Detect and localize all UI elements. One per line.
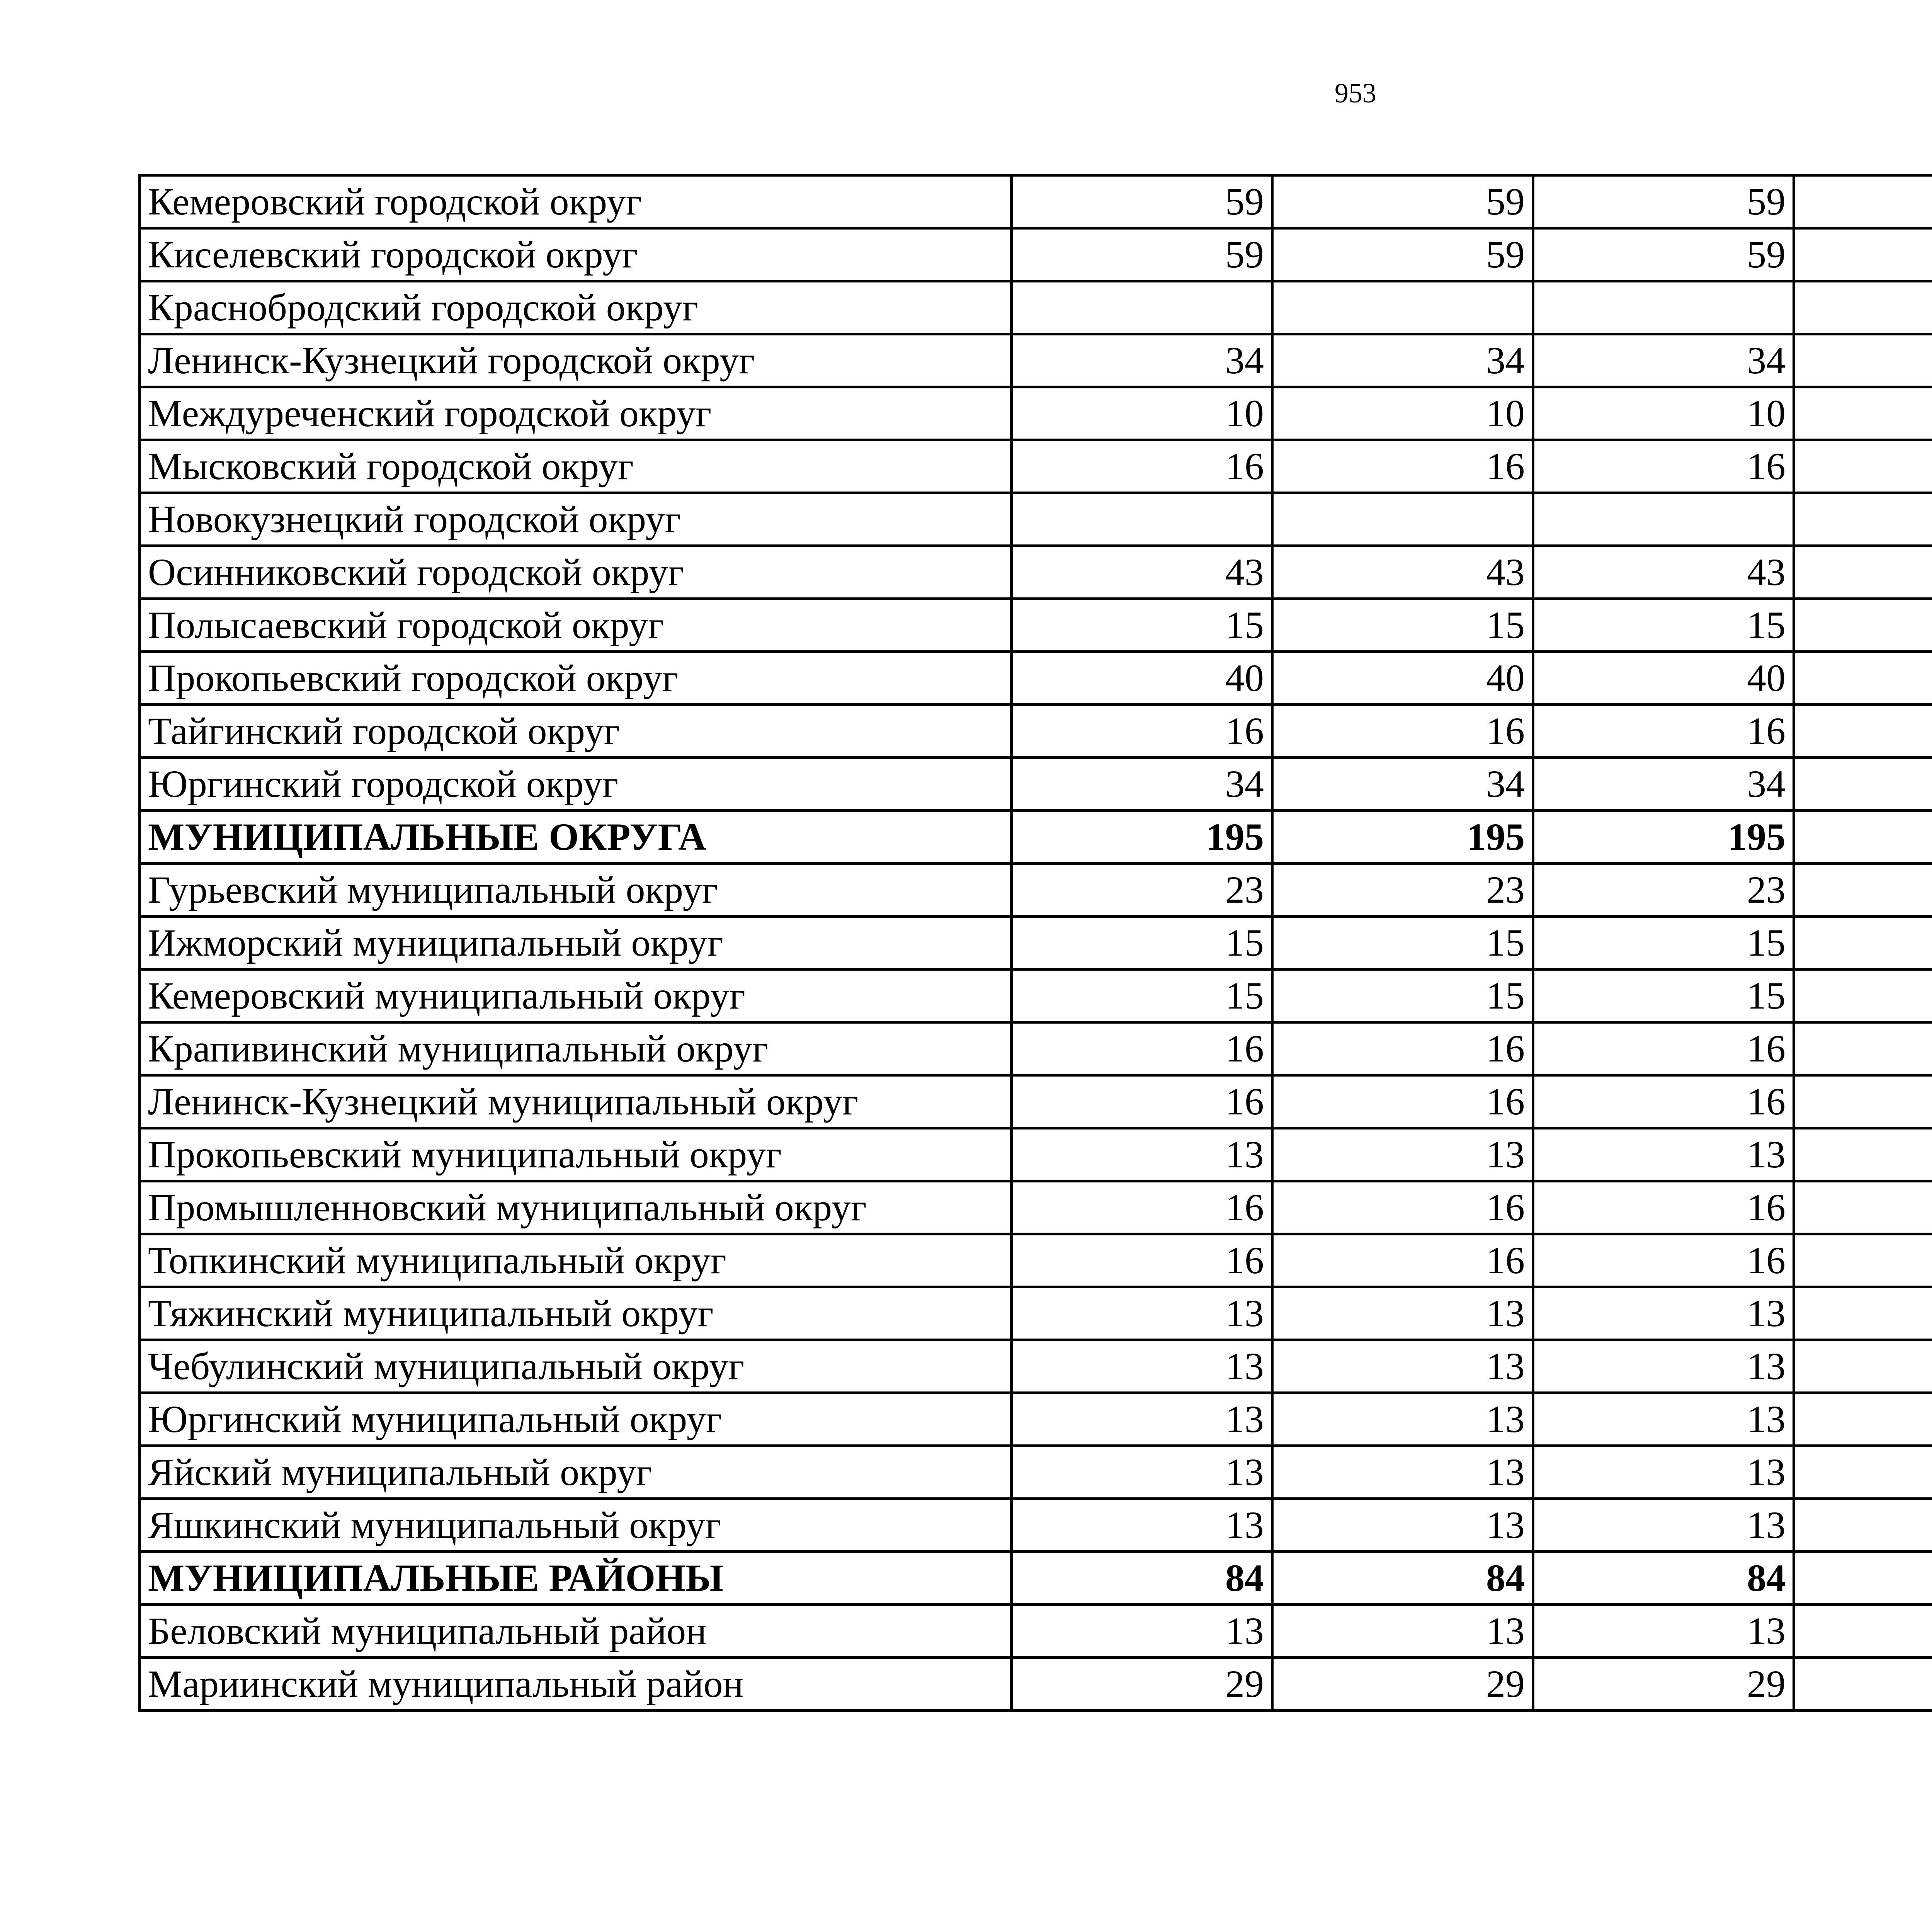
value-cell-col2: 15 (1272, 599, 1533, 652)
value-cell-col3: 13 (1533, 1393, 1794, 1446)
value-cell-col1: 13 (1012, 1340, 1272, 1393)
value-cell-col1: 13 (1012, 1605, 1272, 1658)
row-name-cell: Кемеровский городской округ (140, 175, 1012, 228)
value-cell-col4 (1794, 1499, 1932, 1552)
row-name-cell: Яйский муниципальный округ (140, 1446, 1012, 1499)
value-cell-col4 (1794, 1393, 1932, 1446)
data-table (138, 174, 1932, 1712)
value-cell-col1: 10 (1012, 387, 1272, 440)
row-name-cell: Ленинск-Кузнецкий муниципальный округ (140, 1075, 1012, 1128)
value-cell-col1: 84 (1012, 1552, 1272, 1605)
value-cell-col1: 13 (1012, 1287, 1272, 1340)
value-cell-col3: 15 (1533, 599, 1794, 652)
value-cell-col2: 16 (1272, 1234, 1533, 1287)
value-cell-col1: 13 (1012, 1499, 1272, 1552)
value-cell-col1: 16 (1012, 1181, 1272, 1234)
value-cell-col4 (1794, 1658, 1932, 1711)
value-cell-col4 (1794, 917, 1932, 970)
row-name-cell: Краснобродский городской округ (140, 281, 1012, 334)
value-cell-col4 (1794, 1340, 1932, 1393)
value-cell-col2: 40 (1272, 652, 1533, 705)
value-cell-col2: 43 (1272, 546, 1533, 599)
value-cell-col3: 59 (1533, 228, 1794, 281)
value-cell-col4 (1794, 1075, 1932, 1128)
value-cell-col1: 13 (1012, 1393, 1272, 1446)
row-name-cell: Киселевский городской округ (140, 228, 1012, 281)
row-name-cell: Прокопьевский муниципальный округ (140, 1128, 1012, 1181)
table-row (140, 652, 1932, 705)
row-name-cell: Кемеровский муниципальный округ (140, 970, 1012, 1022)
value-cell-col1: 15 (1012, 970, 1272, 1022)
value-cell-col4 (1794, 864, 1932, 917)
table-row (140, 281, 1932, 334)
value-cell-col2: 16 (1272, 1181, 1533, 1234)
row-name-cell: Яшкинский муниципальный округ (140, 1499, 1012, 1552)
value-cell-col2: 16 (1272, 440, 1533, 493)
table-row (140, 1128, 1932, 1181)
row-name-cell: Ижморский муниципальный округ (140, 917, 1012, 970)
value-cell-col2: 16 (1272, 705, 1533, 758)
value-cell-col1: 34 (1012, 758, 1272, 811)
value-cell-col1: 29 (1012, 1658, 1272, 1711)
value-cell-col1: 16 (1012, 1022, 1272, 1075)
table-row (140, 864, 1932, 917)
value-cell-col3: 13 (1533, 1128, 1794, 1181)
value-cell-col2: 15 (1272, 917, 1533, 970)
row-name-cell: Тяжинский муниципальный округ (140, 1287, 1012, 1340)
value-cell-col3: 40 (1533, 652, 1794, 705)
value-cell-col2: 13 (1272, 1128, 1533, 1181)
table-row (140, 493, 1932, 546)
value-cell-col2 (1272, 281, 1533, 334)
value-cell-col3: 16 (1533, 1181, 1794, 1234)
value-cell-col1: 13 (1012, 1128, 1272, 1181)
row-name-cell: Полысаевский городской округ (140, 599, 1012, 652)
value-cell-col1: 23 (1012, 864, 1272, 917)
value-cell-col3: 23 (1533, 864, 1794, 917)
value-cell-col3: 29 (1533, 1658, 1794, 1711)
value-cell-col1: 16 (1012, 440, 1272, 493)
value-cell-col1: 15 (1012, 599, 1272, 652)
table-row (140, 1658, 1932, 1711)
table-row (140, 387, 1932, 440)
value-cell-col4 (1794, 758, 1932, 811)
value-cell-col4 (1794, 599, 1932, 652)
table-row (140, 440, 1932, 493)
value-cell-col4 (1794, 281, 1932, 334)
row-name-cell: Мысковский городской округ (140, 440, 1012, 493)
table-row (140, 1446, 1932, 1499)
table-row (140, 1340, 1932, 1393)
value-cell-col2: 10 (1272, 387, 1533, 440)
value-cell-col2: 59 (1272, 175, 1533, 228)
value-cell-col1: 16 (1012, 1234, 1272, 1287)
value-cell-col2: 13 (1272, 1446, 1533, 1499)
table-row (140, 175, 1932, 228)
row-name-cell: Новокузнецкий городской округ (140, 493, 1012, 546)
value-cell-col3: 13 (1533, 1499, 1794, 1552)
value-cell-col1: 43 (1012, 546, 1272, 599)
row-name-cell: Тайгинский городской округ (140, 705, 1012, 758)
value-cell-col1: 15 (1012, 917, 1272, 970)
value-cell-col3: 16 (1533, 1075, 1794, 1128)
value-cell-col4 (1794, 493, 1932, 546)
table-row (140, 1393, 1932, 1446)
row-name-cell: Ленинск-Кузнецкий городской округ (140, 334, 1012, 387)
value-cell-col2: 15 (1272, 970, 1533, 1022)
row-name-cell: Междуреченский городской округ (140, 387, 1012, 440)
table-row (140, 1234, 1932, 1287)
value-cell-col2: 59 (1272, 228, 1533, 281)
value-cell-col2: 23 (1272, 864, 1533, 917)
row-name-cell: Топкинский муниципальный округ (140, 1234, 1012, 1287)
section-total-row (140, 1552, 1932, 1605)
value-cell-col2: 13 (1272, 1340, 1533, 1393)
value-cell-col2: 195 (1272, 811, 1533, 864)
table-row (140, 1022, 1932, 1075)
row-name-cell: МУНИЦИПАЛЬНЫЕ ОКРУГА (140, 811, 1012, 864)
table-row (140, 1287, 1932, 1340)
value-cell-col4 (1794, 175, 1932, 228)
row-name-cell: МУНИЦИПАЛЬНЫЕ РАЙОНЫ (140, 1552, 1012, 1605)
table-row (140, 334, 1932, 387)
value-cell-col4 (1794, 652, 1932, 705)
value-cell-col2: 13 (1272, 1287, 1533, 1340)
table-row (140, 599, 1932, 652)
table-row (140, 228, 1932, 281)
value-cell-col4 (1794, 1605, 1932, 1658)
row-name-cell: Юргинский городской округ (140, 758, 1012, 811)
page-number: 953 (1335, 78, 1376, 109)
value-cell-col3: 15 (1533, 970, 1794, 1022)
table-row (140, 1499, 1932, 1552)
value-cell-col3 (1533, 281, 1794, 334)
value-cell-col3: 15 (1533, 917, 1794, 970)
value-cell-col4 (1794, 546, 1932, 599)
value-cell-col3: 59 (1533, 175, 1794, 228)
row-name-cell: Юргинский муниципальный округ (140, 1393, 1012, 1446)
value-cell-col1: 34 (1012, 334, 1272, 387)
value-cell-col2: 34 (1272, 758, 1533, 811)
value-cell-col2: 34 (1272, 334, 1533, 387)
table-body (140, 175, 1932, 1711)
value-cell-col1: 40 (1012, 652, 1272, 705)
value-cell-col4 (1794, 811, 1932, 864)
value-cell-col3 (1533, 493, 1794, 546)
row-name-cell: Гурьевский муниципальный округ (140, 864, 1012, 917)
value-cell-col1: 16 (1012, 705, 1272, 758)
row-name-cell: Промышленновский муниципальный округ (140, 1181, 1012, 1234)
value-cell-col4 (1794, 1181, 1932, 1234)
value-cell-col2: 13 (1272, 1393, 1533, 1446)
value-cell-col3: 13 (1533, 1605, 1794, 1658)
value-cell-col3: 13 (1533, 1340, 1794, 1393)
value-cell-col3: 43 (1533, 546, 1794, 599)
value-cell-col2: 13 (1272, 1499, 1533, 1552)
value-cell-col4 (1794, 1022, 1932, 1075)
value-cell-col3: 195 (1533, 811, 1794, 864)
value-cell-col3: 16 (1533, 1234, 1794, 1287)
value-cell-col2: 29 (1272, 1658, 1533, 1711)
value-cell-col3: 84 (1533, 1552, 1794, 1605)
row-name-cell: Беловский муниципальный район (140, 1605, 1012, 1658)
row-name-cell: Чебулинский муниципальный округ (140, 1340, 1012, 1393)
value-cell-col2: 13 (1272, 1605, 1533, 1658)
value-cell-col2: 16 (1272, 1022, 1533, 1075)
value-cell-col4 (1794, 1552, 1932, 1605)
section-total-row (140, 811, 1932, 864)
value-cell-col2: 84 (1272, 1552, 1533, 1605)
value-cell-col3: 16 (1533, 1022, 1794, 1075)
value-cell-col1: 13 (1012, 1446, 1272, 1499)
value-cell-col4 (1794, 387, 1932, 440)
value-cell-col3: 16 (1533, 705, 1794, 758)
value-cell-col3: 10 (1533, 387, 1794, 440)
value-cell-col3: 13 (1533, 1446, 1794, 1499)
table-row (140, 970, 1932, 1022)
value-cell-col3: 13 (1533, 1287, 1794, 1340)
table-row (140, 1075, 1932, 1128)
value-cell-col1: 195 (1012, 811, 1272, 864)
value-cell-col3: 34 (1533, 758, 1794, 811)
value-cell-col1: 59 (1012, 175, 1272, 228)
value-cell-col1 (1012, 281, 1272, 334)
value-cell-col4 (1794, 970, 1932, 1022)
row-name-cell: Крапивинский муниципальный округ (140, 1022, 1012, 1075)
value-cell-col4 (1794, 334, 1932, 387)
row-name-cell: Осинниковский городской округ (140, 546, 1012, 599)
table-row (140, 1181, 1932, 1234)
value-cell-col4 (1794, 228, 1932, 281)
value-cell-col4 (1794, 1128, 1932, 1181)
value-cell-col2: 16 (1272, 1075, 1533, 1128)
table-row (140, 1605, 1932, 1658)
row-name-cell: Прокопьевский городской округ (140, 652, 1012, 705)
value-cell-col4 (1794, 440, 1932, 493)
value-cell-col1: 16 (1012, 1075, 1272, 1128)
value-cell-col4 (1794, 1287, 1932, 1340)
value-cell-col3: 34 (1533, 334, 1794, 387)
value-cell-col4 (1794, 705, 1932, 758)
value-cell-col3: 16 (1533, 440, 1794, 493)
table-row (140, 758, 1932, 811)
value-cell-col1: 59 (1012, 228, 1272, 281)
value-cell-col1 (1012, 493, 1272, 546)
table-row (140, 546, 1932, 599)
value-cell-col4 (1794, 1446, 1932, 1499)
value-cell-col4 (1794, 1234, 1932, 1287)
value-cell-col2 (1272, 493, 1533, 546)
table-row (140, 917, 1932, 970)
table-row (140, 705, 1932, 758)
row-name-cell: Мариинский муниципальный район (140, 1658, 1012, 1711)
